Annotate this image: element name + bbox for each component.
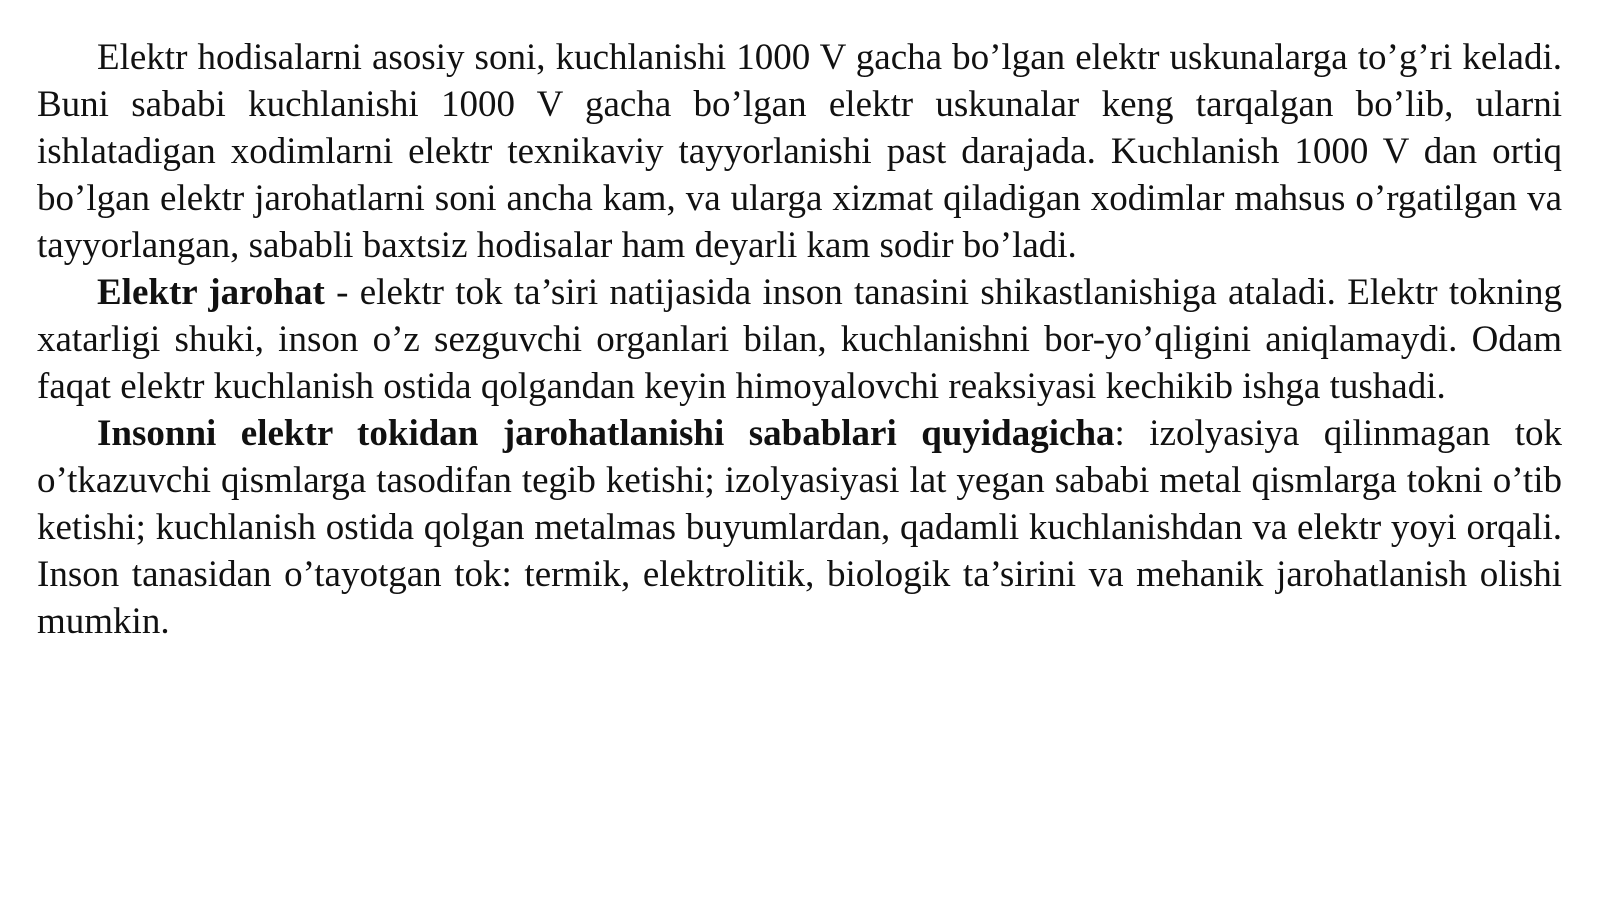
paragraph-electric-incidents [37, 34, 1562, 269]
term-injury-causes: Insonni elektr tokidan jarohatlanishi sabablari quyidagicha [97, 413, 1115, 454]
paragraph-electric-injury-definition [37, 269, 1562, 410]
paragraph-3-text: : izolyasiya qilinmagan tok o’tkazuvchi qismlarga tasodifan tegib ketishi; izolyasiyasi lat yegan sababi metal qismlarga tokni o’tib ketishi; kuchlanish ostida qolgan metalmas buyumlardan, qadamli kuchlanishdan va elektr yoyi orqali. Inson tanasidan o’tayotgan tok: termik, elektrolitik, biologik ta’sirini va mehanik jarohatlanish olishi mumkin. [37, 413, 1563, 642]
paragraph-2-text: - elektr tok ta’siri natijasida inson tanasini shikastlanishiga ataladi. Elektr tokning xatarligi shuki, inson o’z sezguvchi organlari bilan, kuchlanishni bor-yo’qligini aniqlamaydi. Odam faqat elektr kuchlanish ostida qolgandan keyin himoyalovchi reaksiyasi kechikib ishga tushadi. [37, 272, 1562, 407]
paragraph-injury-causes [37, 410, 1562, 645]
paragraph-1-text: Elektr hodisalarni asosiy soni, kuchlanishi 1000 V gacha bo’lgan elektr uskunalarga to’g’ri keladi. Buni sababi kuchlanishi 1000 V gacha bo’lgan elektr uskunalar keng tarqalgan bo’lib, ularni ishlatadigan xodimlarni elektr texnikaviy tayyorlanishi past darajada. Kuchlanish 1000 V dan ortiq bo’lgan elektr jarohatlarni soni ancha kam, va ularga xizmat qiladigan xodimlar mahsus o’rgatilgan va tayyorlangan, sababli baxtsiz hodisalar ham deyarli kam sodir bo’ladi. [37, 37, 1562, 266]
term-electric-injury: Elektr jarohat [97, 272, 325, 313]
